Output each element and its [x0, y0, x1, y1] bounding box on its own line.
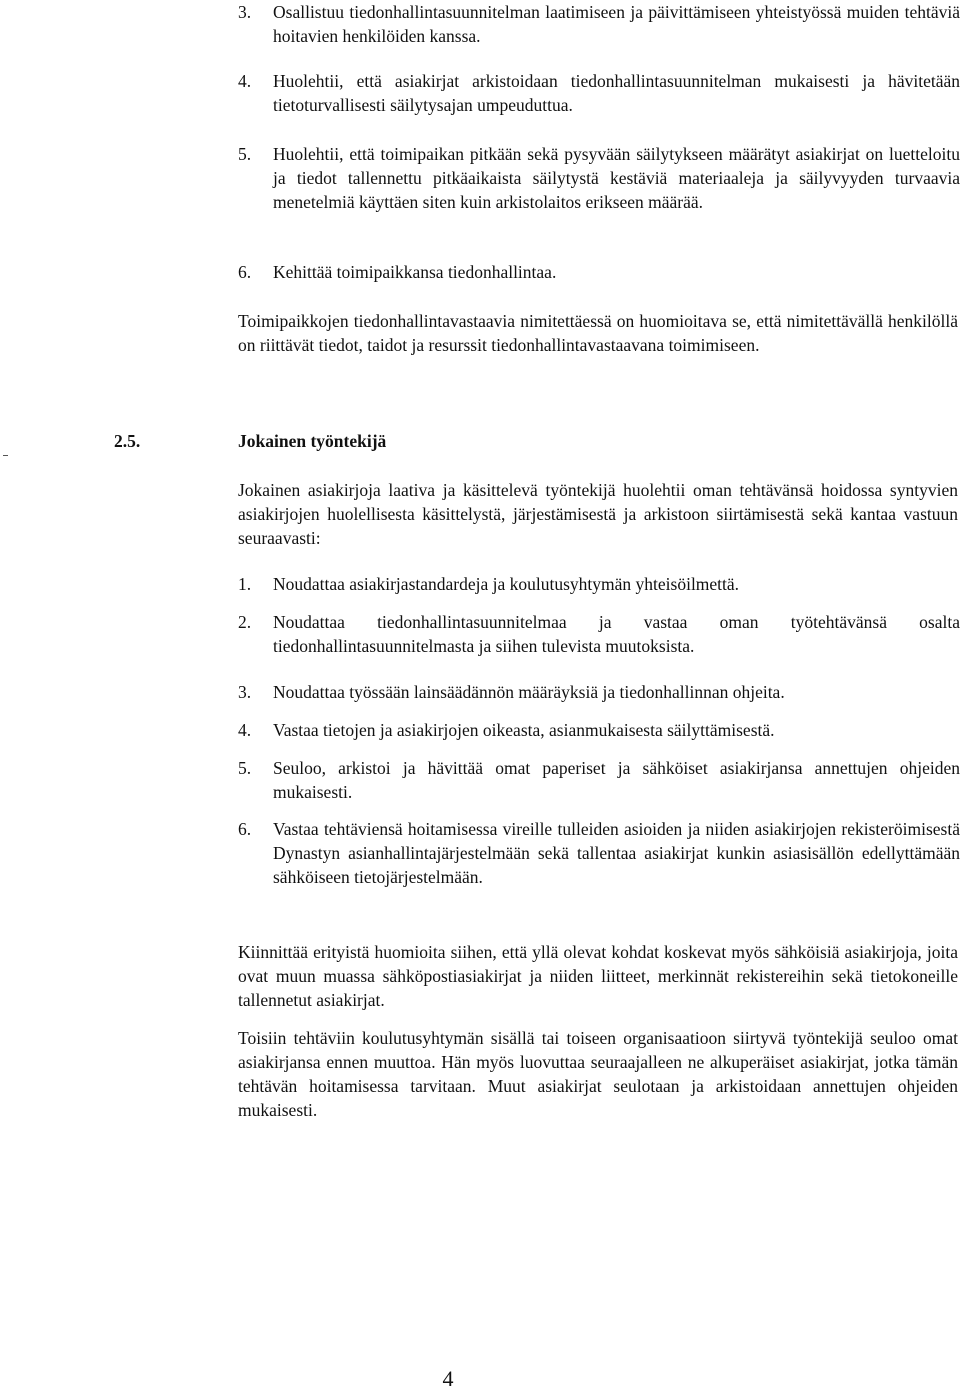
list-item-number: 3. [238, 682, 252, 702]
list-item-number: 6. [238, 819, 252, 839]
list-item [238, 572, 960, 596]
paragraph-electronic: Kiinnittää erityistä huomioita siihen, että yllä olevat kohdat koskevat myös sähköisiä asiakirjoja, joita ovat muun muassa sähköpostiasiakirjat ja niiden liitteet, merkinnät rekistereihin sekä tietokoneille tallennetut asiakirjat. [238, 942, 958, 1010]
list-item-text: Vastaa tietojen ja asiakirjojen oikeasta, asianmukaisesta säilyttämisestä. [273, 720, 775, 740]
list-item [238, 260, 960, 284]
section-title: Jokainen työntekijä [238, 431, 387, 451]
list-item [238, 0, 960, 48]
list-item-text: Huolehtii, että asiakirjat arkistoidaan tiedonhallintasuunnitelman mukaisesti ja hävitetään tietoturvallisesti säilytysajan umpeuduttua. [273, 71, 960, 115]
list-item [238, 817, 960, 889]
list-item-text: Osallistuu tiedonhallintasuunnitelman laatimiseen ja päivittämiseen yhteistyössä muiden tehtäviä hoitavien henkilöiden kanssa. [273, 2, 960, 46]
list-item-text: Noudattaa työssään lainsäädännön määräyksiä ja tiedonhallinnan ohjeita. [273, 682, 785, 702]
list-item-text: Noudattaa tiedonhallintasuunnitelmaa ja vastaa oman työtehtävänsä osalta tiedonhallintasuunnitelmasta ja siihen tulevista muutoksista. [273, 612, 960, 656]
list-item [238, 142, 960, 214]
list-item [238, 610, 960, 658]
list-item-number: 6. [238, 262, 252, 282]
list-item-text: Kehittää toimipaikkansa tiedonhallintaa. [273, 262, 557, 282]
list-item [238, 680, 960, 704]
page-number: 4 [442, 1366, 454, 1391]
list-item-number: 4. [238, 720, 252, 740]
list-item-text: Seuloo, arkistoi ja hävittää omat paperiset ja sähköiset asiakirjansa annettujen ohjeiden mukaisesti. [273, 758, 960, 802]
list-item-text: Vastaa tehtäviensä hoitamisessa vireille tulleiden asioiden ja niiden asiakirjojen rekisteröimisestä Dynastyn asianhallintajärjestelmään sekä tallentaa asiakirjat kunkin asiasisällön edellyttämään sähköiseen tietojärjestelmään. [273, 819, 960, 887]
list-item-number: 5. [238, 758, 252, 778]
margin-mark [3, 455, 8, 456]
list-item-text: Huolehtii, että toimipaikan pitkään sekä pysyvään säilytykseen määrätyt asiakirjat on luetteloitu ja tiedot tallennettu pitkäaikaista säilytystä kestäviä materiaaleja ja säilyvyyden turvaavia menetelmiä käyttäen siten kuin arkistolaitos erikseen määrää. [273, 144, 960, 212]
list-item [238, 69, 960, 117]
paragraph-managers: Toimipaikkojen tiedonhallintavastaavia nimitettäessä on huomioitava se, että nimitettävällä henkilöllä on riittävät tiedot, taidot ja resurssit tiedonhallintavastaavana toimimiseen. [238, 311, 958, 355]
section-number: 2.5. [114, 431, 141, 451]
list-item-number: 3. [238, 2, 252, 22]
list-item-number: 2. [238, 612, 252, 632]
list-item-number: 5. [238, 144, 252, 164]
list-item-number: 1. [238, 574, 252, 594]
list-item-text: Noudattaa asiakirjastandardeja ja koulutusyhtymän yhteisöilmettä. [273, 574, 740, 594]
list-item [238, 756, 960, 804]
paragraph-intro: Jokainen asiakirjoja laativa ja käsittelevä työntekijä huolehtii oman tehtävänsä hoidossa syntyvien asiakirjojen huolellisesta käsittelystä, järjestämisestä ja arkistoon siirtämisestä sekä kantaa vastuun seuraavasti: [238, 480, 958, 548]
list-item [238, 718, 960, 742]
list-item-number: 4. [238, 71, 252, 91]
paragraph-transfer: Toisiin tehtäviin koulutusyhtymän sisällä tai toiseen organisaatioon siirtyvä työntekijä seuloo omat asiakirjansa ennen muuttoa. Hän myös luovuttaa seuraajalleen ne alkuperäiset asiakirjat, jotka tämän tehtävän hoitamisessa tarvitaan. Muut asiakirjat seulotaan ja arkistoidaan annettujen ohjeiden mukaisesti. [238, 1028, 958, 1120]
